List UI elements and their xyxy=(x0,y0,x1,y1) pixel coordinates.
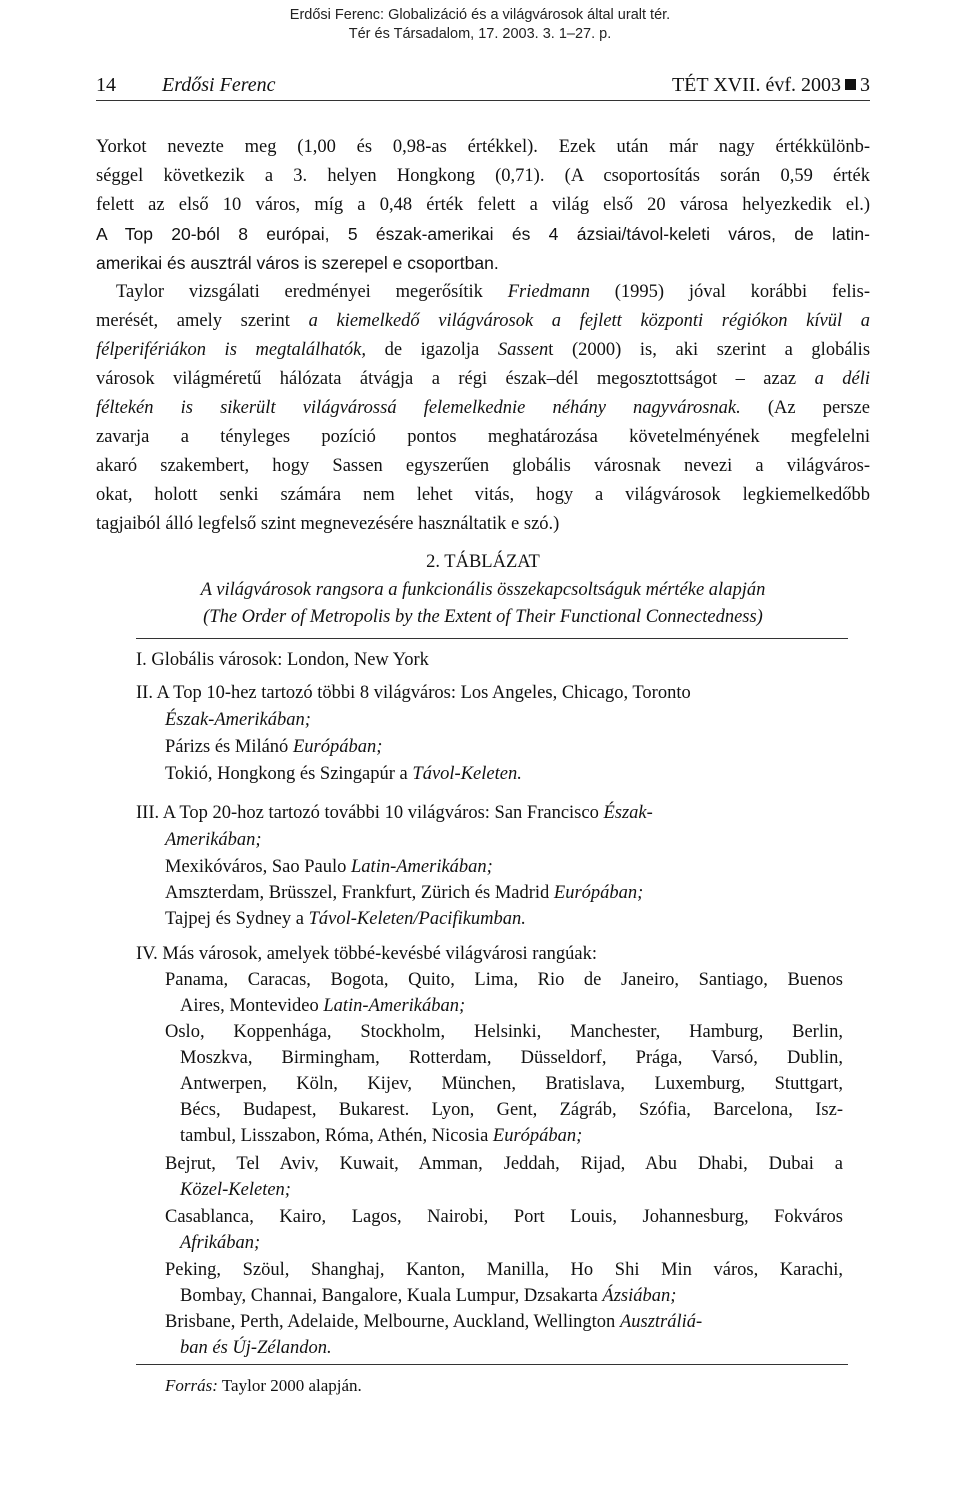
table-bottom-rule xyxy=(136,1364,848,1365)
paragraph-2-line-5 xyxy=(96,397,870,419)
text-run: Brisbane, Perth, Adelaide, Melbourne, Auckland, Wellington xyxy=(165,1312,620,1332)
text-run-italic: Távol-Keleten. xyxy=(412,764,522,784)
table-group-III-line-5 xyxy=(165,908,526,930)
square-bullet-icon xyxy=(845,79,856,90)
text-run: Bombay, Channai, Bangalore, Kuala Lumpur, Dzsakarta xyxy=(180,1286,603,1306)
paragraph-2-line-3 xyxy=(96,339,870,361)
text-run: városok világméretű hálózata átvágja a régi észak–dél megosztottságot – azaz xyxy=(96,369,815,389)
text-run: merését, amely szerint xyxy=(96,311,309,331)
text-run: (1995) jóval korábbi felis- xyxy=(589,282,870,302)
paragraph-2-line-8: okat, holott senki számára nem lehet vitás, hogy a világvárosok legkiemelkedőbb xyxy=(96,485,870,505)
paragraph-2-line-4 xyxy=(96,368,870,390)
table-group-IV-europe-line-2: Moszkva, Birmingham, Rotterdam, Düsseldorf, Prága, Varsó, Dublin, xyxy=(180,1048,843,1068)
paragraph-1-line-3: felett az első 10 város, míg a 0,48 érték felett a világ első 20 városa helyezkedik el.) xyxy=(96,195,870,215)
table-source xyxy=(165,1375,362,1397)
running-head xyxy=(96,74,870,101)
source-text: Taylor 2000 alapján. xyxy=(217,1376,362,1395)
text-run: de igazolja xyxy=(365,340,498,360)
table-group-I: I. Globális városok: London, New York xyxy=(136,650,429,670)
table-group-IV-asia-line-2 xyxy=(180,1285,676,1307)
source-label: Forrás: xyxy=(165,1376,218,1395)
table-group-IV-europe-line-1: Oslo, Koppenhága, Stockholm, Helsinki, Manchester, Hamburg, Berlin, xyxy=(165,1022,843,1042)
paragraph-1-line-1: Yorkot nevezte meg (1,00 és 0,98-as értékkel). Ezek után már nagy értékkülönb- xyxy=(96,137,870,157)
table-group-IV-middle-east-line-2: Közel-Keleten; xyxy=(180,1180,291,1200)
table-group-II-line-1: II. A Top 10-hez tartozó többi 8 világváros: Los Angeles, Chicago, Toronto xyxy=(136,683,691,703)
table-title-hungarian: A világvárosok rangsora a funkcionális összekapcsoltságuk mértéke alapján xyxy=(200,580,766,600)
table-group-III-line-4 xyxy=(165,882,643,904)
paragraph-2-line-6: zavarja a tényleges pozíció pontos meghatározása követelményének megfelelni xyxy=(96,427,870,447)
text-run-italic: Észak- xyxy=(603,803,653,823)
table-group-IV-latin-america-line-2 xyxy=(180,995,465,1017)
table-group-IV-latin-america-line-1: Panama, Caracas, Bogota, Quito, Lima, Rio de Janeiro, Santiago, Buenos xyxy=(165,970,843,990)
table-group-IV-europe-line-4: Bécs, Budapest, Bukarest. Lyon, Gent, Zágráb, Szófia, Barcelona, Isz- xyxy=(180,1100,843,1120)
table-title-english: (The Order of Metropolis by the Extent of Their Functional Connectedness) xyxy=(203,607,763,627)
text-run: Párizs és Milánó xyxy=(165,737,293,757)
paragraph-1-line-2: séggel következik a 3. helyen Hongkong (0,71). (A csoportosítás során 0,59 érték xyxy=(96,166,870,186)
text-run: Taylor vizsgálati eredményei megerősítik xyxy=(116,282,508,302)
text-run-italic: Európában; xyxy=(553,883,644,903)
text-run-italic: Ausztráliá- xyxy=(619,1312,703,1332)
journal-name: TÉT XVII. évf. 2003 xyxy=(671,74,841,96)
table-group-III-line-3 xyxy=(165,856,493,878)
paragraph-1-line-4: A Top 20-ból 8 európai, 5 észak-amerikai és 4 ázsiai/távol-keleti város, de latin- xyxy=(96,224,870,244)
text-run: t (2000) is, aki szerint a globális xyxy=(548,340,871,360)
paragraph-2-line-9: tagjaiból álló legfelső szint megnevezésére használtatik e szó.) xyxy=(96,514,560,534)
table-group-III-line-2: Amerikában; xyxy=(165,830,262,850)
text-run-italic: Latin-Amerikában; xyxy=(323,996,466,1016)
text-run: (Az persze xyxy=(740,398,870,418)
text-run: Aires, Montevideo xyxy=(180,996,324,1016)
running-head-author: Erdősi Ferenc xyxy=(162,74,276,96)
page-number: 14 xyxy=(96,74,116,96)
text-run-italic: Latin-Amerikában; xyxy=(351,857,493,877)
table-group-II-line-2: Észak-Amerikában; xyxy=(165,710,311,730)
paragraph-1-line-5: amerikai és ausztrál város is szerepel e csoportban. xyxy=(96,253,499,273)
running-head-journal xyxy=(672,74,870,97)
citation-line-1: Erdősi Ferenc: Globalizáció és a világvárosok által uralt tér. xyxy=(289,7,671,23)
text-run-italic: a kiemelkedő világvárosok a fejlett központi régiókon kívül a xyxy=(308,311,870,331)
citation-line-2: Tér és Társadalom, 17. 2003. 3. 1–27. p. xyxy=(348,26,612,42)
table-group-IV-asia-line-1: Peking, Szöul, Shanghaj, Kanton, Manilla, Ho Shi Min város, Karachi, xyxy=(165,1260,843,1280)
text-run-italic: Sassen xyxy=(497,340,549,360)
table-group-III-line-1 xyxy=(136,802,653,824)
text-run: III. A Top 20-hoz tartozó további 10 világváros: San Francisco xyxy=(136,803,604,823)
paragraph-2-line-7: akaró szakembert, hogy Sassen egyszerűen globális városnak nevezi a világváros- xyxy=(96,456,870,476)
table-group-II-line-4 xyxy=(165,763,522,785)
paragraph-2-line-1 xyxy=(116,281,870,303)
table-group-IV-europe-line-3: Antwerpen, Köln, Kijev, München, Bratislava, Luxemburg, Stuttgart, xyxy=(180,1074,843,1094)
table-group-IV-oceania-line-2: ban és Új-Zélandon. xyxy=(180,1338,332,1358)
journal-issue: 3 xyxy=(860,74,870,96)
table-group-IV-line-1: IV. Más városok, amelyek többé-kevésbé világvárosi rangúak: xyxy=(136,944,598,964)
text-run: tambul, Lisszabon, Róma, Athén, Nicosia xyxy=(180,1126,493,1146)
text-run-italic: Távol-Keleten/Pacifikumban. xyxy=(308,909,526,929)
text-run: Amszterdam, Brüsszel, Frankfurt, Zürich és Madrid xyxy=(165,883,554,903)
paragraph-2-line-2 xyxy=(96,310,870,332)
text-run: Tajpej és Sydney a xyxy=(165,909,309,929)
text-run-italic: félperifériákon is megtalálhatók, xyxy=(96,340,366,360)
text-run-italic: féltekén is sikerült világvárossá felemelkednie néhány nagyvárosnak. xyxy=(96,398,741,418)
text-run-italic: Ázsiában; xyxy=(602,1286,677,1306)
table-top-rule xyxy=(136,638,848,639)
text-run: Tokió, Hongkong és Szingapúr a xyxy=(165,764,413,784)
table-group-IV-africa-line-1: Casablanca, Kairo, Lagos, Nairobi, Port Louis, Johannesburg, Fokváros xyxy=(165,1207,843,1227)
text-run-italic: a déli xyxy=(814,369,870,389)
table-group-IV-oceania-line-1 xyxy=(165,1311,702,1333)
text-run-italic: Európában; xyxy=(292,737,383,757)
table-group-IV-africa-line-2: Afrikában; xyxy=(180,1233,261,1253)
text-run: Mexikóváros, Sao Paulo xyxy=(165,857,352,877)
table-group-IV-middle-east-line-1: Bejrut, Tel Aviv, Kuwait, Amman, Jeddah, Rijad, Abu Dhabi, Dubai a xyxy=(165,1154,843,1174)
text-run-italic: Európában; xyxy=(492,1126,583,1146)
citation-header xyxy=(0,6,960,44)
table-group-II-line-3 xyxy=(165,736,382,758)
text-run-italic: Friedmann xyxy=(507,282,590,302)
table-group-IV-europe-line-5 xyxy=(180,1125,582,1147)
table-label: 2. TÁBLÁZAT xyxy=(426,552,540,572)
